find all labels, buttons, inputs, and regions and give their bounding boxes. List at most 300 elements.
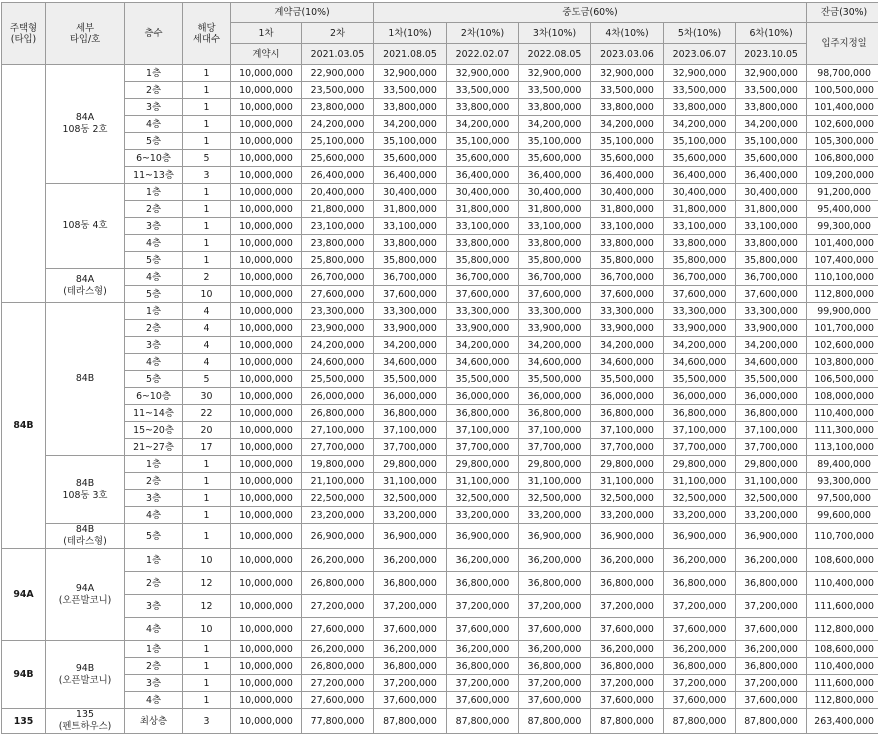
cell-amount: 37,700,000 bbox=[736, 439, 807, 456]
cell-amount: 33,500,000 bbox=[736, 82, 807, 99]
table-row bbox=[2, 572, 878, 595]
cell-amount: 87,800,000 bbox=[519, 709, 591, 734]
header-round: 4차(10%) bbox=[591, 23, 664, 44]
cell-amount: 37,600,000 bbox=[519, 692, 591, 709]
cell-amount: 36,700,000 bbox=[519, 269, 591, 286]
cell-amount: 32,900,000 bbox=[519, 65, 591, 82]
subtype-label-line: (오픈발코니) bbox=[59, 595, 112, 606]
cell-amount: 33,200,000 bbox=[374, 507, 447, 524]
table-row bbox=[2, 286, 878, 303]
cell-amount: 35,500,000 bbox=[736, 371, 807, 388]
cell-amount: 10,000,000 bbox=[231, 692, 302, 709]
cell-amount: 19,800,000 bbox=[302, 456, 374, 473]
cell-amount: 29,800,000 bbox=[591, 456, 664, 473]
cell-amount: 26,000,000 bbox=[302, 388, 374, 405]
cell-floor: 3층 bbox=[125, 490, 183, 507]
cell-amount: 33,100,000 bbox=[519, 218, 591, 235]
cell-floor: 6~10층 bbox=[125, 388, 183, 405]
cell-floor: 4층 bbox=[125, 692, 183, 709]
cell-unit-count: 1 bbox=[183, 218, 231, 235]
table-row bbox=[2, 490, 878, 507]
cell-amount: 36,200,000 bbox=[591, 641, 664, 658]
cell-amount: 36,400,000 bbox=[591, 167, 664, 184]
cell-amount: 33,300,000 bbox=[591, 303, 664, 320]
cell-amount: 31,800,000 bbox=[447, 201, 519, 218]
cell-unit-count: 1 bbox=[183, 507, 231, 524]
cell-amount: 31,100,000 bbox=[664, 473, 736, 490]
cell-amount: 35,500,000 bbox=[447, 371, 519, 388]
cell-unit-count: 1 bbox=[183, 184, 231, 201]
cell-amount: 10,000,000 bbox=[231, 549, 302, 572]
cell-amount: 27,600,000 bbox=[302, 618, 374, 641]
cell-amount: 26,700,000 bbox=[302, 269, 374, 286]
cell-amount: 10,000,000 bbox=[231, 337, 302, 354]
cell-amount: 10,000,000 bbox=[231, 65, 302, 82]
subtype-label-line: (테라스형) bbox=[63, 536, 107, 547]
cell-floor: 4층 bbox=[125, 507, 183, 524]
cell-amount: 32,500,000 bbox=[664, 490, 736, 507]
cell-amount: 36,800,000 bbox=[447, 572, 519, 595]
cell-amount: 33,200,000 bbox=[591, 507, 664, 524]
cell-amount: 111,600,000 bbox=[807, 675, 878, 692]
cell-amount: 27,600,000 bbox=[302, 286, 374, 303]
cell-amount: 10,000,000 bbox=[231, 286, 302, 303]
cell-amount: 34,600,000 bbox=[664, 354, 736, 371]
cell-amount: 35,600,000 bbox=[664, 150, 736, 167]
cell-amount: 105,300,000 bbox=[807, 133, 878, 150]
cell-floor: 5층 bbox=[125, 524, 183, 549]
cell-floor: 4층 bbox=[125, 618, 183, 641]
cell-amount: 36,800,000 bbox=[736, 572, 807, 595]
cell-amount: 98,700,000 bbox=[807, 65, 878, 82]
cell-unit-count: 2 bbox=[183, 269, 231, 286]
cell-unit-count: 1 bbox=[183, 456, 231, 473]
cell-amount: 10,000,000 bbox=[231, 133, 302, 150]
cell-housing-type: 135 bbox=[2, 709, 46, 734]
cell-amount: 10,000,000 bbox=[231, 388, 302, 405]
cell-amount: 20,400,000 bbox=[302, 184, 374, 201]
cell-amount: 33,800,000 bbox=[519, 235, 591, 252]
header-balance: 잔금(30%) bbox=[807, 3, 878, 23]
cell-amount: 95,400,000 bbox=[807, 201, 878, 218]
table-row bbox=[2, 65, 878, 82]
cell-amount: 10,000,000 bbox=[231, 422, 302, 439]
header-date: 계약시 bbox=[231, 44, 302, 65]
cell-floor: 4층 bbox=[125, 269, 183, 286]
header-date: 2021.08.05 bbox=[374, 44, 447, 65]
cell-amount: 112,800,000 bbox=[807, 286, 878, 303]
cell-amount: 33,800,000 bbox=[664, 235, 736, 252]
cell-amount: 23,500,000 bbox=[302, 82, 374, 99]
header-round: 3차(10%) bbox=[519, 23, 591, 44]
cell-amount: 89,400,000 bbox=[807, 456, 878, 473]
cell-amount: 10,000,000 bbox=[231, 405, 302, 422]
table-row bbox=[2, 133, 878, 150]
cell-floor: 5층 bbox=[125, 252, 183, 269]
cell-amount: 10,000,000 bbox=[231, 184, 302, 201]
cell-amount: 36,700,000 bbox=[374, 269, 447, 286]
table-row bbox=[2, 439, 878, 456]
cell-amount: 36,800,000 bbox=[664, 572, 736, 595]
cell-amount: 106,500,000 bbox=[807, 371, 878, 388]
cell-amount: 27,600,000 bbox=[302, 692, 374, 709]
cell-amount: 33,800,000 bbox=[447, 235, 519, 252]
table-row bbox=[2, 473, 878, 490]
table-row bbox=[2, 337, 878, 354]
cell-amount: 113,100,000 bbox=[807, 439, 878, 456]
cell-amount: 23,800,000 bbox=[302, 99, 374, 116]
cell-amount: 32,500,000 bbox=[591, 490, 664, 507]
cell-amount: 102,600,000 bbox=[807, 116, 878, 133]
subtype-label-line: (펜트하우스) bbox=[59, 721, 112, 732]
cell-amount: 10,000,000 bbox=[231, 116, 302, 133]
cell-amount: 36,800,000 bbox=[374, 658, 447, 675]
cell-unit-count: 1 bbox=[183, 473, 231, 490]
subtype-label-line: 84B bbox=[76, 373, 94, 384]
cell-amount: 31,100,000 bbox=[447, 473, 519, 490]
cell-amount: 36,800,000 bbox=[447, 658, 519, 675]
cell-amount: 36,800,000 bbox=[447, 405, 519, 422]
cell-amount: 103,800,000 bbox=[807, 354, 878, 371]
cell-amount: 36,800,000 bbox=[591, 658, 664, 675]
table-row bbox=[2, 184, 878, 201]
cell-amount: 33,100,000 bbox=[664, 218, 736, 235]
table-row bbox=[2, 549, 878, 572]
cell-amount: 36,200,000 bbox=[736, 641, 807, 658]
header-units: 해당 세대수 bbox=[183, 3, 231, 65]
cell-amount: 35,100,000 bbox=[591, 133, 664, 150]
header-round: 6차(10%) bbox=[736, 23, 807, 44]
cell-amount: 10,000,000 bbox=[231, 524, 302, 549]
table-row bbox=[2, 456, 878, 473]
cell-amount: 35,600,000 bbox=[374, 150, 447, 167]
cell-amount: 87,800,000 bbox=[664, 709, 736, 734]
cell-amount: 23,900,000 bbox=[302, 320, 374, 337]
cell-amount: 36,900,000 bbox=[736, 524, 807, 549]
cell-amount: 33,800,000 bbox=[374, 235, 447, 252]
cell-amount: 10,000,000 bbox=[231, 473, 302, 490]
cell-unit-count: 12 bbox=[183, 572, 231, 595]
cell-amount: 37,700,000 bbox=[591, 439, 664, 456]
cell-floor: 1층 bbox=[125, 184, 183, 201]
subtype-label-line: 94A bbox=[76, 583, 94, 594]
subtype-label-line: (오픈발코니) bbox=[59, 675, 112, 686]
cell-subtype bbox=[46, 303, 125, 456]
cell-amount: 34,200,000 bbox=[664, 116, 736, 133]
cell-amount: 36,800,000 bbox=[664, 658, 736, 675]
cell-amount: 37,600,000 bbox=[519, 286, 591, 303]
cell-amount: 10,000,000 bbox=[231, 201, 302, 218]
subtype-label-line: 108동 4호 bbox=[63, 220, 108, 231]
cell-amount: 36,200,000 bbox=[591, 549, 664, 572]
subtype-label-line: 84A bbox=[76, 274, 94, 285]
cell-amount: 36,000,000 bbox=[447, 388, 519, 405]
cell-amount: 263,400,000 bbox=[807, 709, 878, 734]
cell-amount: 35,600,000 bbox=[736, 150, 807, 167]
cell-amount: 37,200,000 bbox=[374, 595, 447, 618]
cell-amount: 34,200,000 bbox=[736, 337, 807, 354]
cell-amount: 33,800,000 bbox=[736, 235, 807, 252]
cell-amount: 10,000,000 bbox=[231, 709, 302, 734]
cell-amount: 37,200,000 bbox=[664, 595, 736, 618]
cell-amount: 10,000,000 bbox=[231, 572, 302, 595]
cell-amount: 31,800,000 bbox=[591, 201, 664, 218]
cell-amount: 36,800,000 bbox=[664, 405, 736, 422]
cell-amount: 27,200,000 bbox=[302, 675, 374, 692]
cell-amount: 110,700,000 bbox=[807, 524, 878, 549]
cell-amount: 32,500,000 bbox=[447, 490, 519, 507]
cell-amount: 10,000,000 bbox=[231, 150, 302, 167]
cell-amount: 37,600,000 bbox=[374, 692, 447, 709]
cell-amount: 108,000,000 bbox=[807, 388, 878, 405]
cell-unit-count: 1 bbox=[183, 99, 231, 116]
cell-amount: 30,400,000 bbox=[591, 184, 664, 201]
cell-unit-count: 22 bbox=[183, 405, 231, 422]
cell-amount: 33,100,000 bbox=[374, 218, 447, 235]
cell-floor: 21~27층 bbox=[125, 439, 183, 456]
cell-amount: 24,600,000 bbox=[302, 354, 374, 371]
cell-amount: 34,200,000 bbox=[519, 116, 591, 133]
table-row bbox=[2, 269, 878, 286]
cell-amount: 37,600,000 bbox=[591, 692, 664, 709]
cell-floor: 2층 bbox=[125, 320, 183, 337]
cell-unit-count: 10 bbox=[183, 286, 231, 303]
cell-amount: 37,200,000 bbox=[519, 595, 591, 618]
cell-amount: 29,800,000 bbox=[736, 456, 807, 473]
cell-unit-count: 1 bbox=[183, 133, 231, 150]
cell-amount: 37,100,000 bbox=[374, 422, 447, 439]
cell-amount: 37,600,000 bbox=[591, 286, 664, 303]
cell-amount: 33,300,000 bbox=[519, 303, 591, 320]
cell-amount: 10,000,000 bbox=[231, 507, 302, 524]
cell-amount: 36,400,000 bbox=[736, 167, 807, 184]
cell-amount: 100,500,000 bbox=[807, 82, 878, 99]
cell-unit-count: 1 bbox=[183, 658, 231, 675]
cell-amount: 21,100,000 bbox=[302, 473, 374, 490]
cell-subtype bbox=[46, 456, 125, 524]
cell-amount: 37,200,000 bbox=[447, 595, 519, 618]
subtype-label-line: 84B bbox=[76, 524, 94, 535]
cell-amount: 10,000,000 bbox=[231, 675, 302, 692]
cell-amount: 33,100,000 bbox=[591, 218, 664, 235]
cell-amount: 93,300,000 bbox=[807, 473, 878, 490]
cell-unit-count: 1 bbox=[183, 524, 231, 549]
cell-amount: 32,500,000 bbox=[519, 490, 591, 507]
cell-amount: 37,600,000 bbox=[736, 286, 807, 303]
cell-amount: 30,400,000 bbox=[664, 184, 736, 201]
cell-amount: 22,900,000 bbox=[302, 65, 374, 82]
cell-amount: 23,300,000 bbox=[302, 303, 374, 320]
cell-floor: 11~13층 bbox=[125, 167, 183, 184]
header-balance-when: 입주지정일 bbox=[807, 23, 878, 65]
cell-amount: 36,000,000 bbox=[374, 388, 447, 405]
cell-amount: 110,400,000 bbox=[807, 572, 878, 595]
cell-amount: 36,700,000 bbox=[664, 269, 736, 286]
cell-amount: 32,500,000 bbox=[374, 490, 447, 507]
cell-amount: 36,800,000 bbox=[374, 572, 447, 595]
cell-amount: 10,000,000 bbox=[231, 252, 302, 269]
cell-amount: 101,400,000 bbox=[807, 99, 878, 116]
cell-amount: 10,000,000 bbox=[231, 235, 302, 252]
header-date: 2023.10.05 bbox=[736, 44, 807, 65]
cell-subtype bbox=[46, 65, 125, 184]
cell-amount: 34,200,000 bbox=[374, 116, 447, 133]
cell-amount: 35,800,000 bbox=[519, 252, 591, 269]
cell-amount: 25,800,000 bbox=[302, 252, 374, 269]
cell-amount: 23,200,000 bbox=[302, 507, 374, 524]
cell-amount: 33,800,000 bbox=[736, 99, 807, 116]
cell-unit-count: 1 bbox=[183, 641, 231, 658]
cell-unit-count: 30 bbox=[183, 388, 231, 405]
cell-amount: 36,900,000 bbox=[519, 524, 591, 549]
cell-unit-count: 17 bbox=[183, 439, 231, 456]
cell-amount: 25,500,000 bbox=[302, 371, 374, 388]
cell-unit-count: 1 bbox=[183, 252, 231, 269]
header-round: 1차(10%) bbox=[374, 23, 447, 44]
cell-amount: 33,800,000 bbox=[447, 99, 519, 116]
subtype-label-line: 108동 3호 bbox=[63, 490, 108, 501]
cell-amount: 33,500,000 bbox=[591, 82, 664, 99]
cell-amount: 35,800,000 bbox=[736, 252, 807, 269]
header-date: 2023.06.07 bbox=[664, 44, 736, 65]
cell-floor: 15~20층 bbox=[125, 422, 183, 439]
cell-amount: 33,100,000 bbox=[447, 218, 519, 235]
cell-unit-count: 4 bbox=[183, 303, 231, 320]
cell-amount: 36,800,000 bbox=[374, 405, 447, 422]
cell-amount: 36,800,000 bbox=[519, 405, 591, 422]
cell-amount: 99,600,000 bbox=[807, 507, 878, 524]
cell-amount: 30,400,000 bbox=[447, 184, 519, 201]
cell-floor: 5층 bbox=[125, 133, 183, 150]
cell-amount: 97,500,000 bbox=[807, 490, 878, 507]
cell-amount: 37,200,000 bbox=[664, 675, 736, 692]
cell-amount: 33,300,000 bbox=[736, 303, 807, 320]
cell-floor: 2층 bbox=[125, 572, 183, 595]
cell-amount: 26,200,000 bbox=[302, 549, 374, 572]
cell-floor: 3층 bbox=[125, 218, 183, 235]
cell-amount: 10,000,000 bbox=[231, 320, 302, 337]
table-row bbox=[2, 709, 878, 734]
cell-floor: 5층 bbox=[125, 371, 183, 388]
cell-amount: 35,500,000 bbox=[591, 371, 664, 388]
cell-amount: 35,100,000 bbox=[519, 133, 591, 150]
subtype-label-line: 94B bbox=[76, 663, 94, 674]
cell-floor: 3층 bbox=[125, 99, 183, 116]
header-subtype: 세부 타입/호 bbox=[46, 3, 125, 65]
cell-amount: 34,200,000 bbox=[447, 337, 519, 354]
payment-schedule-table bbox=[1, 2, 878, 734]
cell-floor: 4층 bbox=[125, 235, 183, 252]
table-row bbox=[2, 201, 878, 218]
cell-unit-count: 1 bbox=[183, 116, 231, 133]
cell-amount: 33,800,000 bbox=[374, 99, 447, 116]
table-row bbox=[2, 320, 878, 337]
cell-housing-type: 84B bbox=[2, 303, 46, 549]
cell-floor: 최상층 bbox=[125, 709, 183, 734]
cell-amount: 32,900,000 bbox=[736, 65, 807, 82]
subtype-label-line: (테라스형) bbox=[63, 286, 107, 297]
cell-amount: 33,300,000 bbox=[447, 303, 519, 320]
cell-amount: 34,600,000 bbox=[447, 354, 519, 371]
cell-amount: 10,000,000 bbox=[231, 439, 302, 456]
cell-amount: 33,300,000 bbox=[664, 303, 736, 320]
table-row bbox=[2, 422, 878, 439]
cell-amount: 37,700,000 bbox=[447, 439, 519, 456]
cell-floor: 2층 bbox=[125, 82, 183, 99]
cell-amount: 26,900,000 bbox=[302, 524, 374, 549]
cell-amount: 30,400,000 bbox=[374, 184, 447, 201]
cell-amount: 37,600,000 bbox=[374, 618, 447, 641]
cell-amount: 33,300,000 bbox=[374, 303, 447, 320]
cell-amount: 33,800,000 bbox=[664, 99, 736, 116]
header-round: 2차(10%) bbox=[447, 23, 519, 44]
cell-unit-count: 5 bbox=[183, 371, 231, 388]
header-round: 1차 bbox=[231, 23, 302, 44]
cell-amount: 37,100,000 bbox=[736, 422, 807, 439]
cell-housing-type: 94A bbox=[2, 549, 46, 641]
cell-amount: 36,400,000 bbox=[519, 167, 591, 184]
cell-amount: 31,100,000 bbox=[591, 473, 664, 490]
cell-amount: 29,800,000 bbox=[447, 456, 519, 473]
cell-amount: 37,600,000 bbox=[447, 618, 519, 641]
cell-floor: 1층 bbox=[125, 65, 183, 82]
cell-floor: 2층 bbox=[125, 473, 183, 490]
table-row bbox=[2, 371, 878, 388]
cell-amount: 10,000,000 bbox=[231, 658, 302, 675]
cell-amount: 34,600,000 bbox=[519, 354, 591, 371]
cell-amount: 37,600,000 bbox=[664, 692, 736, 709]
cell-amount: 35,100,000 bbox=[664, 133, 736, 150]
cell-amount: 33,900,000 bbox=[591, 320, 664, 337]
cell-housing-type: 94B bbox=[2, 641, 46, 709]
cell-amount: 10,000,000 bbox=[231, 167, 302, 184]
cell-amount: 108,600,000 bbox=[807, 549, 878, 572]
cell-amount: 36,200,000 bbox=[664, 641, 736, 658]
cell-amount: 35,600,000 bbox=[519, 150, 591, 167]
cell-amount: 37,100,000 bbox=[591, 422, 664, 439]
table-row bbox=[2, 641, 878, 658]
cell-amount: 27,200,000 bbox=[302, 595, 374, 618]
cell-amount: 36,200,000 bbox=[374, 549, 447, 572]
cell-amount: 36,200,000 bbox=[519, 549, 591, 572]
cell-amount: 99,900,000 bbox=[807, 303, 878, 320]
cell-unit-count: 3 bbox=[183, 709, 231, 734]
cell-amount: 37,200,000 bbox=[519, 675, 591, 692]
cell-amount: 36,700,000 bbox=[591, 269, 664, 286]
cell-amount: 10,000,000 bbox=[231, 303, 302, 320]
cell-unit-count: 4 bbox=[183, 320, 231, 337]
header-round: 5차(10%) bbox=[664, 23, 736, 44]
cell-amount: 33,800,000 bbox=[519, 99, 591, 116]
cell-amount: 35,500,000 bbox=[519, 371, 591, 388]
cell-amount: 37,600,000 bbox=[664, 618, 736, 641]
table-row bbox=[2, 99, 878, 116]
cell-amount: 34,600,000 bbox=[591, 354, 664, 371]
table-row bbox=[2, 218, 878, 235]
cell-amount: 26,800,000 bbox=[302, 572, 374, 595]
cell-unit-count: 10 bbox=[183, 549, 231, 572]
cell-amount: 36,000,000 bbox=[591, 388, 664, 405]
table-row bbox=[2, 150, 878, 167]
cell-amount: 31,800,000 bbox=[664, 201, 736, 218]
header-date: 2022.02.07 bbox=[447, 44, 519, 65]
cell-floor: 2층 bbox=[125, 201, 183, 218]
cell-amount: 102,600,000 bbox=[807, 337, 878, 354]
cell-amount: 37,600,000 bbox=[664, 286, 736, 303]
cell-amount: 10,000,000 bbox=[231, 641, 302, 658]
cell-amount: 23,100,000 bbox=[302, 218, 374, 235]
cell-amount: 37,200,000 bbox=[591, 595, 664, 618]
